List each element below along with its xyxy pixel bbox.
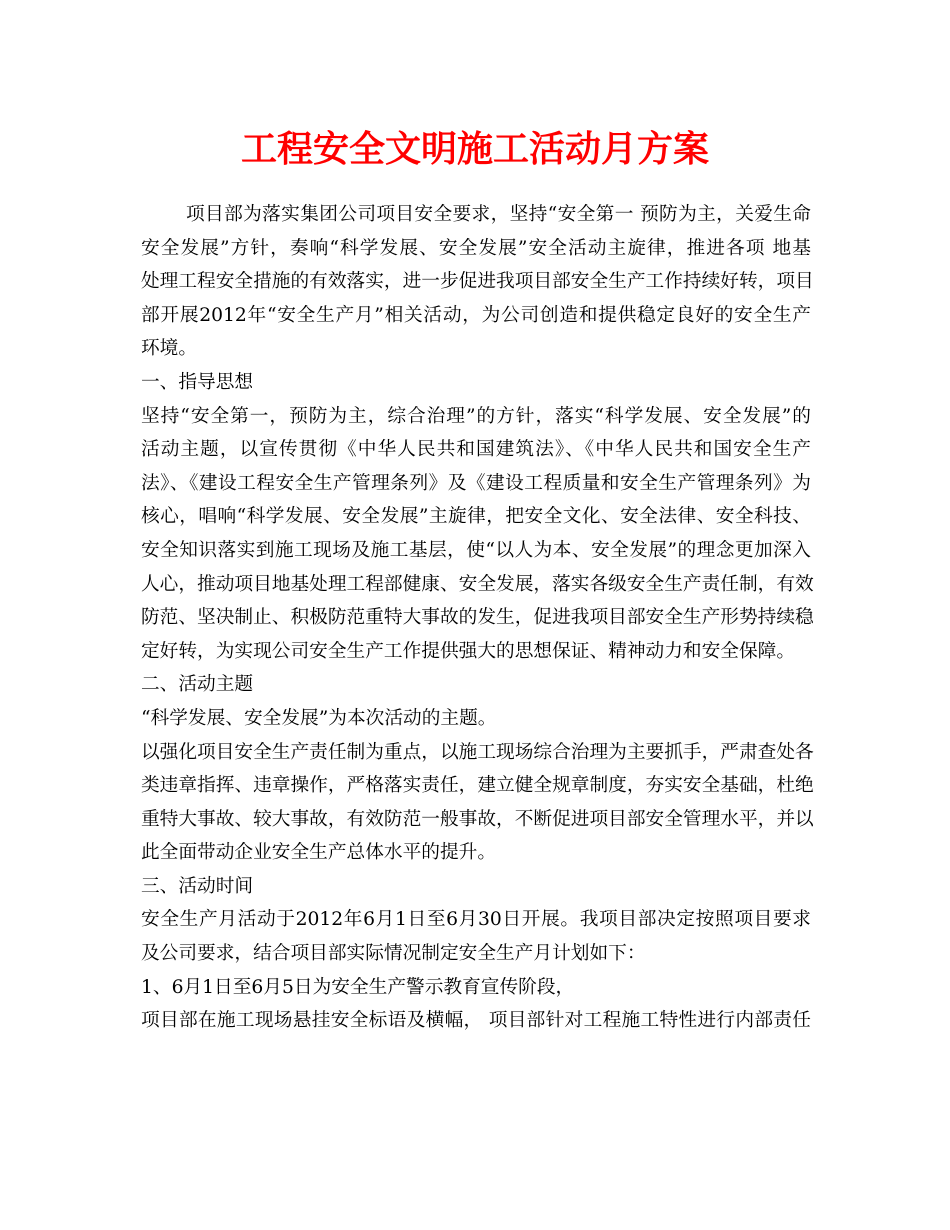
body-line: “科学发展、安全发展”为本次活动的主题。 — [141, 707, 497, 729]
body-line: 法》、《建设工程安全生产管理条列》及《建设工程质量和安全生产管理条列》为 — [141, 472, 811, 494]
body-line: 核心，唱响“科学发展、安全发展”主旋律，把安全文化、安全法律、安全科技、 — [141, 506, 811, 528]
body-line: 处理工程安全措施的有效落实，进一步促进我项目部安全生产工作持续好转，项目 — [141, 271, 814, 293]
body-line: 活动主题，以宣传贯彻《中华人民共和国建筑法》、《中华人民共和国安全生产 — [141, 439, 811, 461]
body-line: 项目部在施工现场悬挂安全标语及横幅， 项目部针对工程施工特性进行内部责任 — [141, 1010, 811, 1032]
body-line: 及公司要求，结合项目部实际情况制定安全生产月计划如下： — [141, 943, 646, 965]
body-line: 安全知识落实到施工现场及施工基层，使“以人为本、安全发展”的理念更加深入 — [141, 539, 811, 561]
body-line: 安全发展”方针，奏响“科学发展、安全发展”安全活动主旋律，推进各项 地基 — [141, 237, 811, 259]
body-line: 项目部为落实集团公司项目安全要求，坚持“安全第一 预防为主，关爱生命 — [186, 204, 811, 225]
document-title: 工程安全文明施工活动月方案 — [240, 128, 709, 170]
body-line: 人心，推动项目地基处理工程部健康、安全发展，落实各级安全生产责任制，有效 — [141, 573, 814, 595]
body-line: 部开展2012年“安全生产月”相关活动，为公司创造和提供稳定良好的安全生产 — [141, 304, 811, 326]
body-line: 定好转，为实现公司安全生产工作提供强大的思想保证、精神动力和安全保障。 — [141, 640, 796, 662]
body-line: 1、6月1日至6月5日为安全生产警示教育宣传阶段， — [141, 976, 575, 998]
section-heading: 二、活动主题 — [141, 674, 254, 696]
body-line: 重特大事故、较大事故，有效防范一般事故，不断促进项目部安全管理水平，并以 — [141, 808, 814, 830]
document-body — [141, 198, 814, 1038]
body-line: 防范、坚决制止、积极防范重特大事故的发生，促进我项目部安全生产形势持续稳 — [141, 607, 814, 629]
section-heading: 三、活动时间 — [141, 875, 254, 897]
body-line: 类违章指挥、违章操作，严格落实责任，建立健全规章制度，夯实安全基础，杜绝 — [141, 775, 814, 797]
body-line: 环境。 — [141, 338, 198, 360]
body-line: 坚持“安全第一，预防为主，综合治理”的方针，落实“科学发展、安全发展”的 — [141, 405, 811, 427]
body-line: 以强化项目安全生产责任制为重点，以施工现场综合治理为主要抓手，严肃查处各 — [141, 741, 814, 763]
body-line: 安全生产月活动于2012年6月1日至6月30日开展。我项目部决定按照项目要求 — [141, 909, 811, 931]
body-line: 此全面带动企业安全生产总体水平的提升。 — [141, 842, 497, 864]
section-heading: 一、指导思想 — [141, 371, 254, 393]
